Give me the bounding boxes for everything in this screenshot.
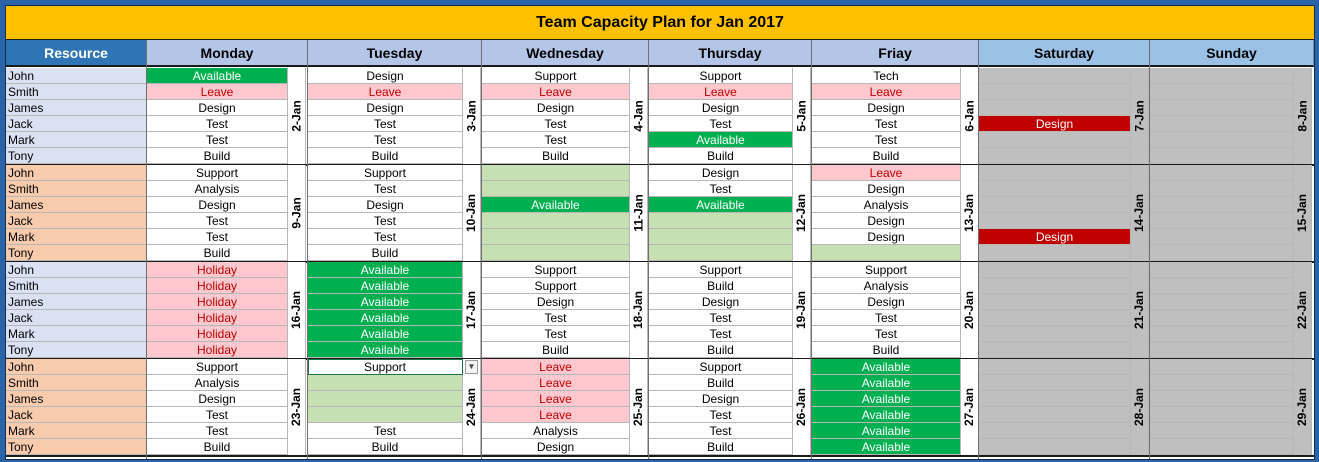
task-cell[interactable]	[979, 326, 1131, 342]
task-cell[interactable]: Leave	[482, 375, 630, 391]
resource-cell: Tony	[6, 439, 147, 455]
date-label	[463, 165, 481, 261]
task-cell[interactable]: Design	[979, 116, 1131, 132]
task-cell[interactable]	[1150, 229, 1294, 245]
task-cell[interactable]	[1150, 278, 1294, 294]
task-cell[interactable]: Test	[482, 132, 630, 148]
sheet-title: Team Capacity Plan for Jan 2017	[6, 6, 1314, 40]
task-cell[interactable]	[1150, 310, 1294, 326]
date-text: 17-Jan	[464, 290, 479, 330]
date-label	[961, 359, 979, 455]
task-cell[interactable]: Analysis	[812, 278, 961, 294]
task-cell[interactable]: Leave	[147, 84, 288, 100]
task-cell[interactable]: Test	[482, 326, 630, 342]
task-cell[interactable]: Build	[649, 375, 793, 391]
task-cell[interactable]	[482, 213, 630, 229]
task-cell[interactable]	[979, 132, 1131, 148]
task-cell[interactable]: Test	[147, 213, 288, 229]
column-divider	[481, 40, 482, 460]
task-cell[interactable]: Design	[308, 100, 463, 116]
date-label	[1294, 262, 1312, 358]
task-cell[interactable]: Build	[649, 278, 793, 294]
date-text: 28-Jan	[1132, 387, 1147, 427]
task-cell[interactable]: Test	[649, 423, 793, 439]
resource-cell: Mark	[6, 132, 147, 148]
week-divider	[6, 455, 1314, 457]
date-text: 8-Jan	[1295, 100, 1310, 132]
task-cell[interactable]	[1150, 262, 1294, 278]
date-text: 14-Jan	[1132, 193, 1147, 233]
date-label	[463, 68, 481, 164]
date-label	[961, 68, 979, 164]
task-cell[interactable]: Design	[812, 213, 961, 229]
task-cell[interactable]	[1150, 439, 1294, 455]
resource-cell: Mark	[6, 229, 147, 245]
date-label	[288, 359, 306, 455]
date-label	[1131, 359, 1149, 455]
date-label	[961, 165, 979, 261]
task-cell[interactable]	[482, 181, 630, 197]
task-cell[interactable]	[1150, 407, 1294, 423]
task-cell[interactable]	[979, 100, 1131, 116]
task-cell[interactable]: Holiday	[147, 262, 288, 278]
task-cell[interactable]: Build	[147, 148, 288, 164]
task-cell[interactable]	[1150, 423, 1294, 439]
task-cell[interactable]	[979, 342, 1131, 358]
task-cell[interactable]: Support	[649, 359, 793, 375]
task-cell[interactable]	[1150, 342, 1294, 358]
resource-cell: Tony	[6, 342, 147, 358]
task-cell[interactable]: Design	[482, 294, 630, 310]
task-cell[interactable]: Available	[308, 326, 463, 342]
date-text: 18-Jan	[631, 290, 646, 330]
task-cell[interactable]: Support	[812, 262, 961, 278]
task-cell[interactable]: Available	[812, 439, 961, 455]
task-cell[interactable]: Available	[812, 359, 961, 375]
task-cell[interactable]	[979, 359, 1131, 375]
task-cell[interactable]	[1150, 391, 1294, 407]
task-cell[interactable]: Build	[308, 148, 463, 164]
task-cell[interactable]	[979, 439, 1131, 455]
task-cell[interactable]: Test	[147, 132, 288, 148]
date-label	[288, 262, 306, 358]
date-text: 16-Jan	[289, 290, 304, 330]
date-text: 24-Jan	[464, 387, 479, 427]
task-cell[interactable]: Test	[147, 407, 288, 423]
column-divider	[978, 40, 979, 460]
task-cell[interactable]: Build	[649, 342, 793, 358]
task-cell[interactable]: Design	[308, 197, 463, 213]
task-cell[interactable]: Support	[482, 278, 630, 294]
task-cell[interactable]: Support	[649, 68, 793, 84]
resource-cell: Tony	[6, 245, 147, 261]
task-cell[interactable]: Test	[649, 310, 793, 326]
task-cell[interactable]	[979, 213, 1131, 229]
task-cell[interactable]: Available	[308, 262, 463, 278]
task-cell[interactable]: Leave	[482, 391, 630, 407]
task-cell[interactable]	[1150, 84, 1294, 100]
task-cell[interactable]: Test	[812, 132, 961, 148]
task-cell[interactable]: Test	[308, 132, 463, 148]
date-text: 27-Jan	[962, 387, 977, 427]
task-cell[interactable]	[979, 181, 1131, 197]
date-label	[630, 165, 648, 261]
date-text: 10-Jan	[464, 193, 479, 233]
date-text: 12-Jan	[794, 193, 809, 233]
task-cell[interactable]	[1150, 359, 1294, 375]
task-cell[interactable]	[308, 375, 463, 391]
header-resource[interactable]: Resource	[6, 40, 147, 67]
task-cell[interactable]: Test	[147, 229, 288, 245]
task-cell[interactable]	[649, 229, 793, 245]
task-cell[interactable]: Available	[308, 310, 463, 326]
task-cell[interactable]: Leave	[812, 84, 961, 100]
date-label	[630, 262, 648, 358]
date-label	[1294, 68, 1312, 164]
task-cell[interactable]: Design	[812, 181, 961, 197]
task-cell[interactable]: Test	[147, 423, 288, 439]
task-cell[interactable]: Test	[482, 310, 630, 326]
task-cell[interactable]	[979, 375, 1131, 391]
date-label	[793, 262, 811, 358]
task-cell[interactable]	[1150, 245, 1294, 261]
column-divider	[307, 40, 308, 460]
spreadsheet-area	[5, 5, 1315, 460]
resource-cell: James	[6, 294, 147, 310]
resource-cell: James	[6, 100, 147, 116]
task-cell[interactable]: Test	[308, 116, 463, 132]
task-cell[interactable]: Available	[812, 391, 961, 407]
task-cell[interactable]	[979, 245, 1131, 261]
task-cell[interactable]: Analysis	[147, 181, 288, 197]
header-friay[interactable]: Friay	[812, 40, 979, 67]
task-cell[interactable]	[979, 278, 1131, 294]
task-cell[interactable]	[1150, 100, 1294, 116]
date-text: 4-Jan	[631, 100, 646, 132]
task-cell[interactable]: Support	[482, 68, 630, 84]
task-cell[interactable]: Build	[812, 342, 961, 358]
task-cell[interactable]	[1150, 181, 1294, 197]
date-label	[630, 68, 648, 164]
task-cell[interactable]: Available	[482, 197, 630, 213]
task-cell[interactable]: Support	[308, 359, 463, 375]
resource-cell: Jack	[6, 310, 147, 326]
date-text: 9-Jan	[289, 197, 304, 229]
date-label	[1131, 262, 1149, 358]
task-cell[interactable]	[1150, 148, 1294, 164]
task-cell[interactable]: Design	[308, 68, 463, 84]
resource-cell: Tony	[6, 148, 147, 164]
task-cell[interactable]: Design	[812, 100, 961, 116]
task-cell[interactable]: Design	[147, 391, 288, 407]
task-cell[interactable]: Available	[147, 68, 288, 84]
dropdown-arrow-icon[interactable]: ▼	[465, 360, 478, 374]
task-cell[interactable]	[979, 391, 1131, 407]
task-cell[interactable]	[482, 165, 630, 181]
task-cell[interactable]: Build	[649, 148, 793, 164]
task-cell[interactable]: Test	[649, 407, 793, 423]
date-text: 29-Jan	[1295, 387, 1310, 427]
task-cell[interactable]: Design	[482, 100, 630, 116]
date-text: 5-Jan	[794, 100, 809, 132]
date-text: 19-Jan	[794, 290, 809, 330]
task-cell[interactable]	[979, 68, 1131, 84]
task-cell[interactable]: Analysis	[482, 423, 630, 439]
task-cell[interactable]: Test	[308, 213, 463, 229]
date-label	[1131, 165, 1149, 261]
header-thursday[interactable]: Thursday	[649, 40, 812, 67]
task-cell[interactable]	[1150, 68, 1294, 84]
task-cell[interactable]: Leave	[649, 84, 793, 100]
resource-cell: Smith	[6, 278, 147, 294]
date-label	[288, 68, 306, 164]
date-label	[1131, 68, 1149, 164]
task-cell[interactable]: Available	[308, 278, 463, 294]
task-cell[interactable]: Design	[649, 294, 793, 310]
task-cell[interactable]	[308, 407, 463, 423]
task-cell[interactable]: Holiday	[147, 326, 288, 342]
task-cell[interactable]	[1150, 197, 1294, 213]
task-cell[interactable]	[649, 213, 793, 229]
task-cell[interactable]	[1150, 294, 1294, 310]
date-label	[463, 262, 481, 358]
resource-cell: Mark	[6, 423, 147, 439]
resource-cell: Jack	[6, 116, 147, 132]
resource-cell: Smith	[6, 375, 147, 391]
task-cell[interactable]	[979, 84, 1131, 100]
resource-cell: James	[6, 197, 147, 213]
task-cell[interactable]	[1150, 165, 1294, 181]
task-cell[interactable]: Analysis	[147, 375, 288, 391]
task-cell[interactable]: Leave	[482, 407, 630, 423]
task-cell[interactable]: Design	[979, 229, 1131, 245]
resource-cell: Smith	[6, 84, 147, 100]
column-divider	[1149, 40, 1150, 460]
task-cell[interactable]	[979, 197, 1131, 213]
task-cell[interactable]: Available	[308, 294, 463, 310]
task-cell[interactable]: Available	[812, 407, 961, 423]
date-label	[1294, 359, 1312, 455]
date-label	[793, 359, 811, 455]
task-cell[interactable]: Support	[308, 165, 463, 181]
date-text: 7-Jan	[1132, 100, 1147, 132]
task-cell[interactable]: Design	[812, 294, 961, 310]
task-cell[interactable]: Available	[649, 132, 793, 148]
resource-cell: Jack	[6, 407, 147, 423]
date-text: 15-Jan	[1295, 193, 1310, 233]
task-cell[interactable]	[482, 229, 630, 245]
date-text: 20-Jan	[962, 290, 977, 330]
task-cell[interactable]: Build	[482, 342, 630, 358]
date-text: 6-Jan	[962, 100, 977, 132]
task-cell[interactable]: Build	[308, 439, 463, 455]
date-label	[630, 359, 648, 455]
task-cell[interactable]: Available	[649, 197, 793, 213]
task-cell[interactable]	[979, 165, 1131, 181]
task-cell[interactable]: Leave	[308, 84, 463, 100]
task-cell[interactable]: Test	[649, 326, 793, 342]
date-text: 25-Jan	[631, 387, 646, 427]
task-cell[interactable]: Test	[308, 423, 463, 439]
task-cell[interactable]: Available	[812, 375, 961, 391]
date-text: 3-Jan	[464, 100, 479, 132]
date-text: 2-Jan	[289, 100, 304, 132]
date-label	[793, 68, 811, 164]
task-cell[interactable]: Leave	[812, 165, 961, 181]
task-cell[interactable]: Holiday	[147, 294, 288, 310]
task-cell[interactable]	[979, 148, 1131, 164]
task-cell[interactable]	[308, 391, 463, 407]
task-cell[interactable]	[1150, 326, 1294, 342]
date-text: 22-Jan	[1295, 290, 1310, 330]
task-cell[interactable]	[979, 423, 1131, 439]
task-cell[interactable]: Leave	[482, 359, 630, 375]
task-cell[interactable]: Test	[649, 181, 793, 197]
task-cell[interactable]: Test	[812, 116, 961, 132]
header-monday[interactable]: Monday	[147, 40, 308, 67]
task-cell[interactable]	[1150, 213, 1294, 229]
task-cell[interactable]: Build	[482, 148, 630, 164]
task-cell[interactable]: Build	[812, 148, 961, 164]
task-cell[interactable]: Test	[649, 116, 793, 132]
task-cell[interactable]: Available	[812, 423, 961, 439]
task-cell[interactable]: Leave	[482, 84, 630, 100]
column-divider	[648, 40, 649, 460]
task-cell[interactable]	[649, 245, 793, 261]
task-cell[interactable]: Build	[147, 439, 288, 455]
task-cell[interactable]: Support	[147, 165, 288, 181]
task-cell[interactable]	[979, 407, 1131, 423]
task-cell[interactable]	[1150, 132, 1294, 148]
date-text: 21-Jan	[1132, 290, 1147, 330]
task-cell[interactable]: Design	[482, 439, 630, 455]
task-cell[interactable]	[482, 245, 630, 261]
task-cell[interactable]: Build	[649, 439, 793, 455]
task-cell[interactable]: Holiday	[147, 278, 288, 294]
task-cell[interactable]: Support	[147, 359, 288, 375]
column-divider	[146, 40, 147, 460]
date-text: 23-Jan	[289, 387, 304, 427]
task-cell[interactable]: Support	[649, 262, 793, 278]
task-cell[interactable]: Test	[308, 229, 463, 245]
resource-cell: John	[6, 68, 147, 84]
task-cell[interactable]: Analysis	[812, 197, 961, 213]
resource-cell: John	[6, 262, 147, 278]
date-text: 26-Jan	[794, 387, 809, 427]
task-cell[interactable]	[1150, 116, 1294, 132]
task-cell[interactable]: Design	[147, 197, 288, 213]
header-sunday[interactable]: Sunday	[1150, 40, 1314, 67]
task-cell[interactable]: Holiday	[147, 310, 288, 326]
task-cell[interactable]: Test	[812, 310, 961, 326]
date-text: 13-Jan	[962, 193, 977, 233]
task-cell[interactable]	[979, 310, 1131, 326]
resource-cell: James	[6, 391, 147, 407]
task-cell[interactable]: Design	[147, 100, 288, 116]
task-cell[interactable]: Test	[147, 116, 288, 132]
date-text: 11-Jan	[631, 194, 646, 232]
task-cell[interactable]: Test	[482, 116, 630, 132]
task-cell[interactable]: Build	[308, 245, 463, 261]
task-cell[interactable]: Design	[649, 391, 793, 407]
date-label	[793, 165, 811, 261]
task-cell[interactable]: Design	[649, 100, 793, 116]
date-label	[961, 262, 979, 358]
resource-cell: John	[6, 359, 147, 375]
resource-cell: John	[6, 165, 147, 181]
task-cell[interactable]: Tech	[812, 68, 961, 84]
header-saturday[interactable]: Saturday	[979, 40, 1150, 67]
task-cell[interactable]	[979, 294, 1131, 310]
header-tuesday[interactable]: Tuesday	[308, 40, 482, 67]
task-cell[interactable]: Design	[649, 165, 793, 181]
task-cell[interactable]: Available	[308, 342, 463, 358]
task-cell[interactable]	[812, 245, 961, 261]
task-cell[interactable]: Test	[308, 181, 463, 197]
task-cell[interactable]	[979, 262, 1131, 278]
date-label	[1294, 165, 1312, 261]
task-cell[interactable]: Design	[812, 229, 961, 245]
task-cell[interactable]: Test	[812, 326, 961, 342]
task-cell[interactable]: Build	[147, 245, 288, 261]
task-cell[interactable]: Support	[482, 262, 630, 278]
resource-cell: Smith	[6, 181, 147, 197]
header-wednesday[interactable]: Wednesday	[482, 40, 649, 67]
task-cell[interactable]: Holiday	[147, 342, 288, 358]
column-divider	[811, 40, 812, 460]
resource-cell: Mark	[6, 326, 147, 342]
date-label	[288, 165, 306, 261]
resource-cell: Jack	[6, 213, 147, 229]
task-cell[interactable]	[1150, 375, 1294, 391]
